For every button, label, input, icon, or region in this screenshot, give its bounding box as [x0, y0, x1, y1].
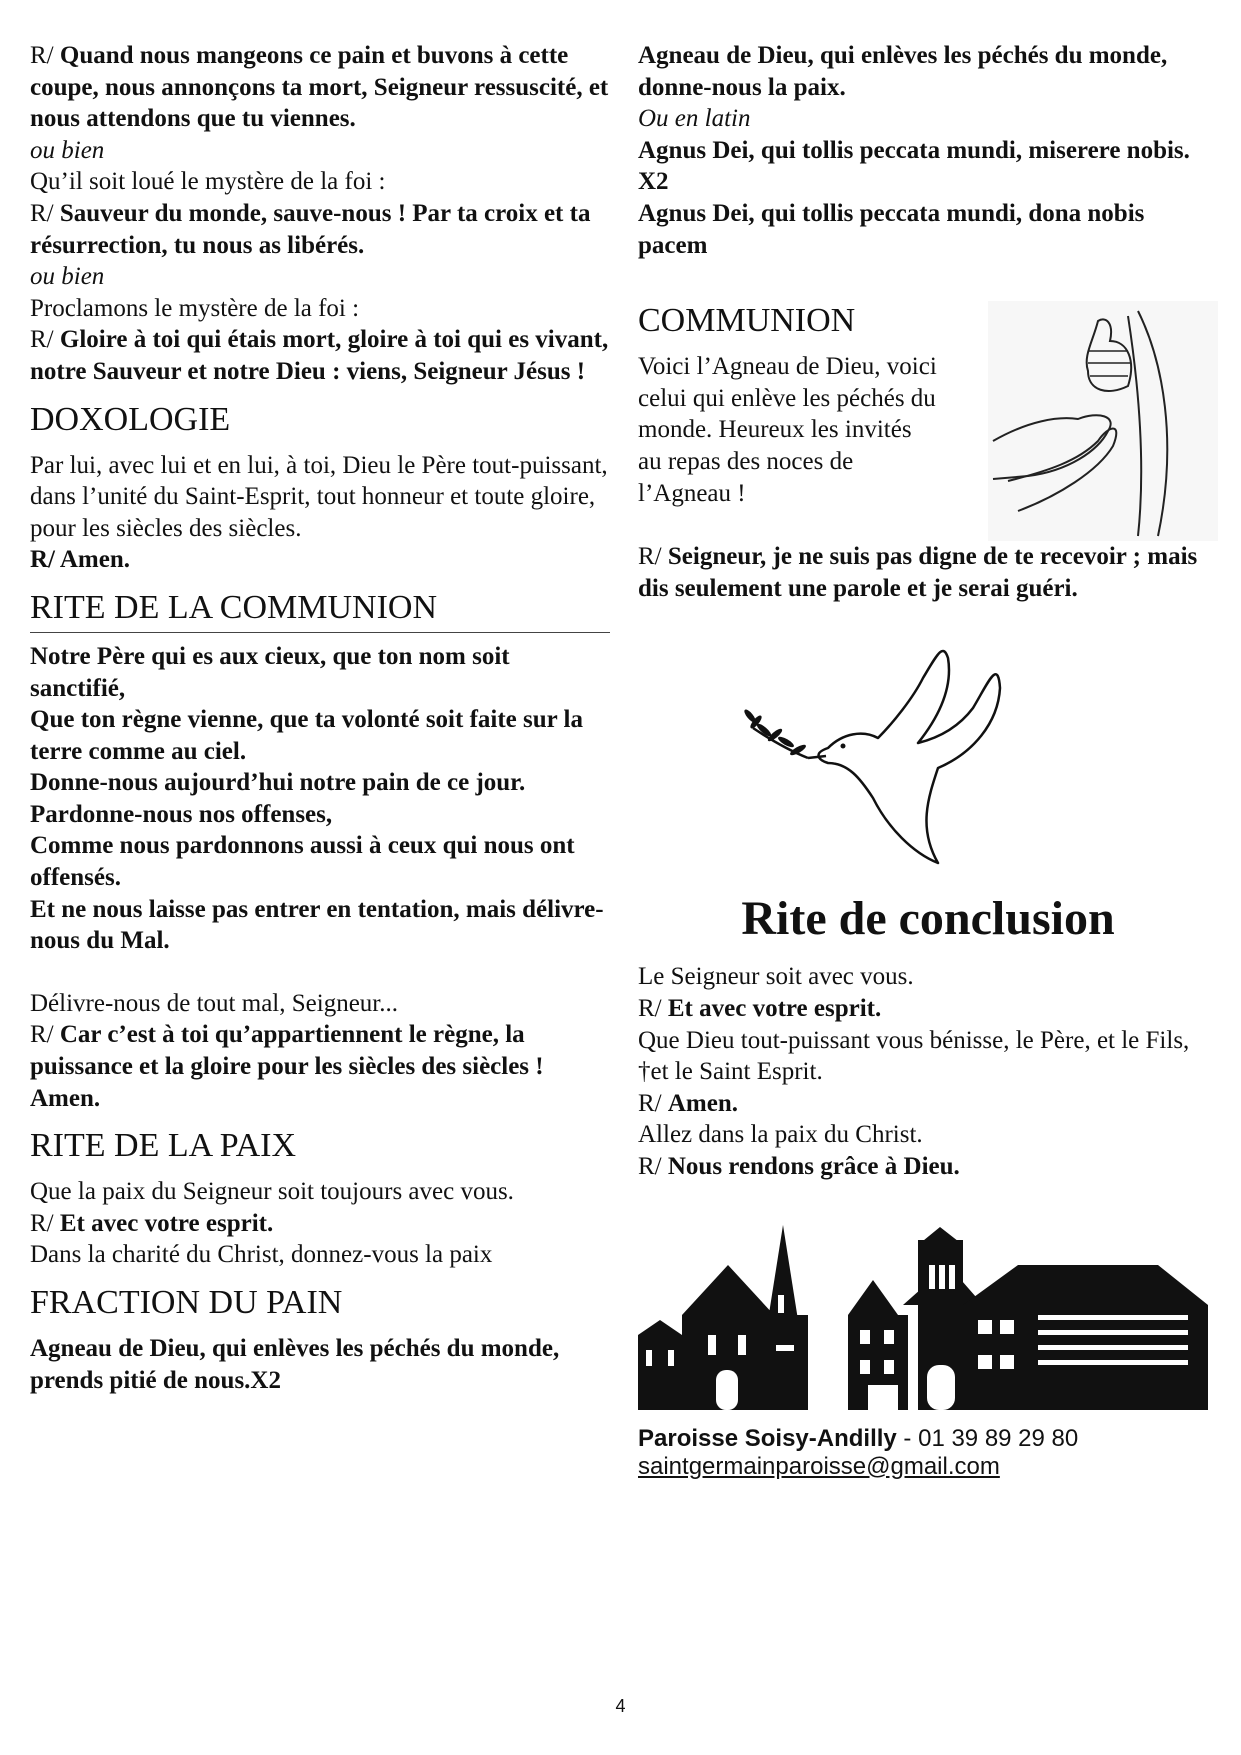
agnus-2: Agnus Dei, qui tollis peccata mundi, dona nobis pacem — [638, 199, 1145, 259]
doxologie-amen: R/ Amen. — [30, 546, 130, 574]
doxologie-response: R/ Car c’est à toi qu’appartiennent le règne, la puissance et la gloire pour les siècles des siècles ! Amen. — [30, 1021, 544, 1112]
spacer — [30, 957, 610, 988]
communion-heading: COMMUNION — [638, 302, 856, 340]
parish-buildings-icon — [638, 1225, 1208, 1415]
parish-email-link[interactable]: saintgermainparoisse@gmail.com — [638, 1452, 1000, 1480]
paix-response: R/ Et avec votre esprit. — [30, 1209, 274, 1237]
right-column — [638, 40, 1218, 1481]
communion-hands-icon — [988, 301, 1218, 541]
conclusion-heading: Rite de conclusion — [741, 892, 1115, 946]
doxologie-text: Par lui, avec lui et en lui, à toi, Dieu le Père tout-puissant, dans l’unité du Saint-Esprit, tout honneur et toute gloire, pour les siècles des siècles. — [30, 451, 608, 542]
spacer — [638, 604, 1218, 638]
notre-pere-5: Et ne nous laisse pas entrer en tentation, mais délivre-nous du Mal. — [30, 895, 604, 955]
spacer — [638, 261, 1218, 301]
rite-communion-heading: RITE DE LA COMMUNION — [30, 588, 610, 633]
notre-pere-2: Que ton règne vienne, que ta volonté soit faite sur la terre comme au ciel. — [30, 706, 583, 765]
ou-bien-1: ou bien — [30, 136, 105, 164]
agneau-1: Agneau de Dieu, qui enlèves les péchés du monde, prends pitié de nous.X2 — [30, 1335, 560, 1394]
conclusion-2: Que Dieu tout-puissant vous bénisse, le Père, et le Fils, †et le Saint Esprit. — [638, 1026, 1190, 1086]
anamnese-2: R/ Sauveur du monde, sauve-nous ! Par ta croix et ta résurrection, tu nous as libérés. — [30, 199, 591, 259]
agneau-2: Agneau de Dieu, qui enlèves les péchés du monde, donne-nous la paix. — [638, 42, 1168, 101]
notre-pere-1: Notre Père qui es aux cieux, que ton nom soit sanctifié, — [30, 642, 510, 702]
intro-2: Qu’il soit loué le mystère de la foi : — [30, 168, 386, 196]
communion-response: R/ Seigneur, je ne suis pas digne de te recevoir ; mais dis seulement une parole et je serai guéri. — [638, 543, 1198, 602]
delivre-nous: Délivre-nous de tout mal, Seigneur... — [30, 989, 398, 1017]
fraction-heading: FRACTION DU PAIN — [30, 1284, 343, 1321]
conclusion-response-3: R/ Nous rendons grâce à Dieu. — [638, 1152, 960, 1180]
page-number: 4 — [615, 1696, 626, 1716]
communion-block — [638, 301, 1218, 541]
conclusion-3: Allez dans la paix du Christ. — [638, 1121, 923, 1149]
dove-icon — [638, 638, 1218, 873]
conclusion-response-1: R/ Et avec votre esprit. — [638, 994, 882, 1022]
paix-2: Dans la charité du Christ, donnez-vous la paix — [30, 1241, 493, 1269]
rite-paix-heading: RITE DE LA PAIX — [30, 1127, 297, 1165]
parish-contact: Paroisse Soisy-Andilly - 01 39 89 29 80 — [638, 1424, 1079, 1452]
intro-3: Proclamons le mystère de la foi : — [30, 294, 360, 322]
conclusion-1: Le Seigneur soit avec vous. — [638, 963, 914, 991]
left-column — [30, 40, 610, 1396]
conclusion-response-2: R/ Amen. — [638, 1089, 739, 1117]
anamnese-3: R/ Gloire à toi qui étais mort, gloire à toi qui es vivant, notre Sauveur et notre Dieu : viens, Seigneur Jésus ! — [30, 326, 609, 385]
doxologie-heading: DOXOLOGIE — [30, 400, 231, 438]
agnus-1: Agnus Dei, qui tollis peccata mundi, miserere nobis. X2 — [638, 136, 1190, 196]
anamnese-1: R/ Quand nous mangeons ce pain et buvons à cette coupe, nous annonçons ta mort, Seigneur ressuscité, et nous attendons que tu viennes. — [30, 42, 609, 133]
paix-1: Que la paix du Seigneur soit toujours avec vous. — [30, 1178, 514, 1206]
ou-bien-2: ou bien — [30, 263, 105, 291]
communion-text-wrap — [638, 301, 938, 541]
ou-en-latin: Ou en latin — [638, 105, 751, 133]
spacer — [638, 1415, 1218, 1425]
spacer — [638, 1183, 1218, 1225]
communion-text: Voici l’Agneau de Dieu, voici celui qui enlève les péchés du monde. Heureux les invités au repas des noces de l’Agneau ! — [638, 353, 937, 507]
notre-pere-3: Donne-nous aujourd’hui notre pain de ce jour. Pardonne-nous nos offenses, — [30, 769, 526, 828]
notre-pere-4: Comme nous pardonnons aussi à ceux qui nous ont offensés. — [30, 832, 575, 892]
